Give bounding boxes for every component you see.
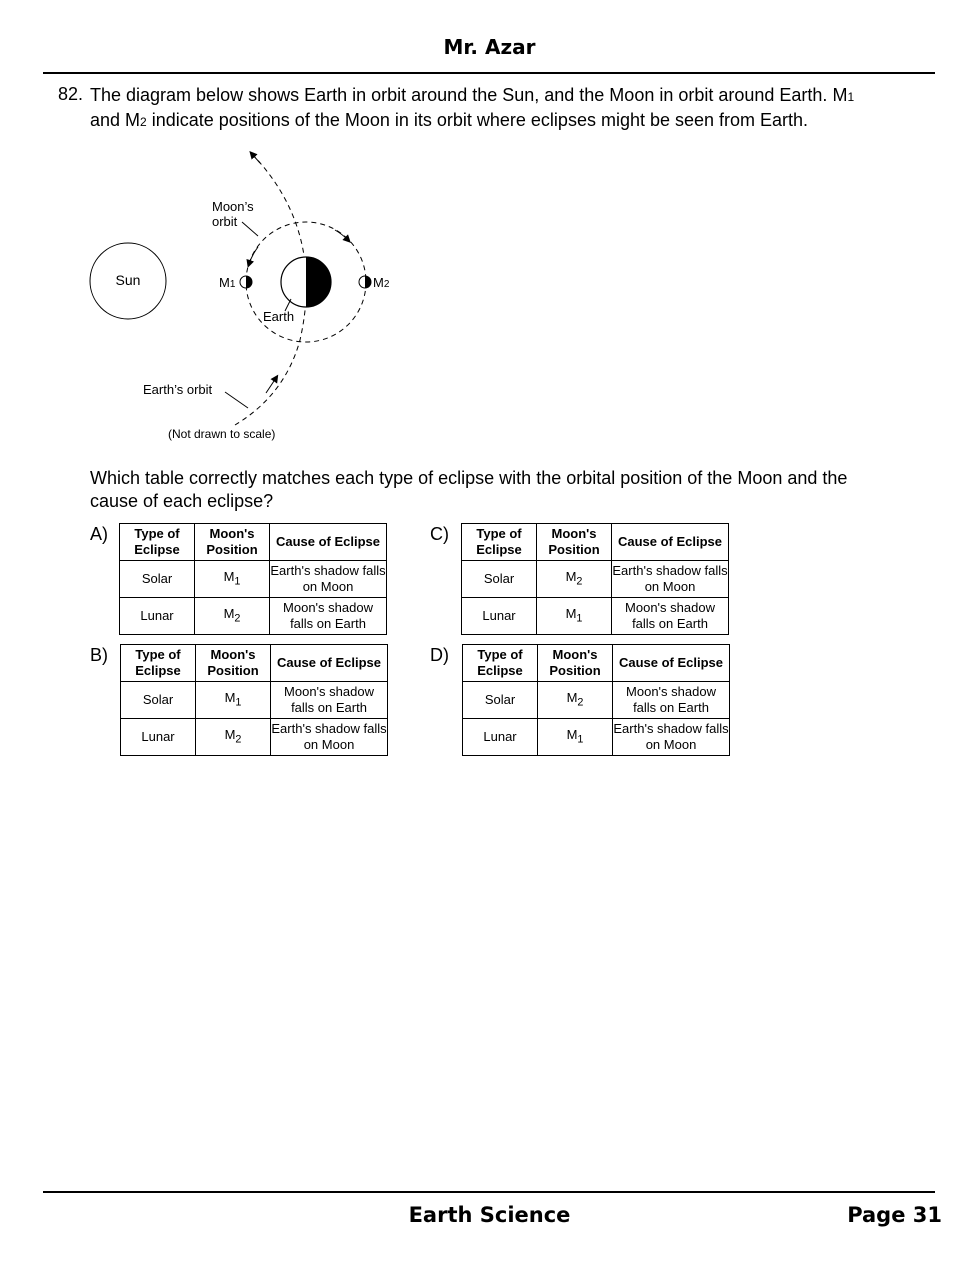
position-sub: 1 xyxy=(576,612,583,625)
earth-orbit-label: Earth’s orbit xyxy=(143,382,213,397)
stem-sub-1: 1 xyxy=(847,90,855,104)
table-row xyxy=(121,719,388,756)
table-row xyxy=(462,598,729,635)
position-sub: 2 xyxy=(576,575,583,588)
table-row xyxy=(120,598,387,635)
earth-orbit-arrow-top xyxy=(252,154,260,163)
cell-type: Lunar xyxy=(121,719,196,756)
m2-label xyxy=(373,275,390,290)
col-header-cause: Cause of Eclipse xyxy=(270,524,387,561)
cell-type: Solar xyxy=(463,682,538,719)
position-letter: M xyxy=(566,689,578,705)
choice-d-table xyxy=(462,644,730,756)
position-sub: 1 xyxy=(577,733,584,746)
choice-a-letter[interactable]: A) xyxy=(90,524,108,544)
footer-rule xyxy=(43,1191,935,1193)
choice-b-table xyxy=(120,644,388,756)
cell-type: Solar xyxy=(120,561,195,598)
table-row xyxy=(121,682,388,719)
cell-type: Lunar xyxy=(120,598,195,635)
m2-label-sub: 2 xyxy=(383,279,390,290)
page-header-title: Mr. Azar xyxy=(443,35,536,59)
col-header-type: Type of Eclipse xyxy=(463,645,538,682)
sun-label: Sun xyxy=(115,272,141,288)
position-letter: M xyxy=(565,605,577,621)
earth-shadow-half xyxy=(306,257,331,307)
cell-cause: Earth's shadow falls on Moon xyxy=(612,561,729,598)
cell-type: Solar xyxy=(462,561,537,598)
sub-question: Which table correctly matches each type of eclipse with the orbital position of the Moon and the cause of each eclipse? xyxy=(90,468,848,511)
table-row xyxy=(463,719,730,756)
col-header-type: Type of Eclipse xyxy=(120,524,195,561)
col-header-cause: Cause of Eclipse xyxy=(271,645,388,682)
col-header-position: Moon's Position xyxy=(537,524,612,561)
earth-orbit-arrow-bottom xyxy=(266,378,276,393)
footer-subject: Earth Science xyxy=(408,1203,571,1227)
choice-d-letter[interactable]: D) xyxy=(430,645,449,665)
table-row xyxy=(120,561,387,598)
moon-orbit-arrow-left xyxy=(249,247,258,264)
stem-sub-2: 2 xyxy=(140,114,147,129)
stem-text-2: and M xyxy=(90,109,141,130)
cell-cause: Moon's shadow falls on Earth xyxy=(271,682,388,719)
choice-b-letter[interactable]: B) xyxy=(90,645,108,665)
position-sub: 1 xyxy=(235,696,242,709)
position-sub: 2 xyxy=(234,612,241,625)
footer-page-number: Page 31 xyxy=(847,1203,942,1227)
choice-c-table xyxy=(461,523,729,635)
m2-moon-shadow xyxy=(365,276,371,288)
cell-position xyxy=(537,561,612,598)
m1-label xyxy=(219,275,236,290)
cell-cause: Earth's shadow falls on Moon xyxy=(270,561,387,598)
col-header-position: Moon's Position xyxy=(196,645,271,682)
col-header-type: Type of Eclipse xyxy=(121,645,196,682)
cell-cause: Moon's shadow falls on Earth xyxy=(612,598,729,635)
col-header-type: Type of Eclipse xyxy=(462,524,537,561)
position-sub: 2 xyxy=(235,733,242,746)
col-header-position: Moon's Position xyxy=(538,645,613,682)
cell-type: Lunar xyxy=(463,719,538,756)
position-letter: M xyxy=(566,726,578,742)
position-letter: M xyxy=(223,568,235,584)
scale-note: (Not drawn to scale) xyxy=(168,427,276,441)
moon-orbit-arrow-right xyxy=(335,230,348,240)
position-letter: M xyxy=(565,568,577,584)
cell-cause: Moon's shadow falls on Earth xyxy=(270,598,387,635)
m1-moon-shadow xyxy=(246,276,252,288)
cell-position xyxy=(195,598,270,635)
stem-text-3: indicate positions of the Moon in its orbit where eclipses might be seen from Earth. xyxy=(146,109,809,130)
moon-orbit-label-1: Moon’s xyxy=(212,199,254,214)
earth-orbit-leader xyxy=(225,392,248,408)
stem-text-1: The diagram below shows Earth in orbit around the Sun, and the Moon in orbit around Earth. M xyxy=(90,85,848,105)
earth-label: Earth xyxy=(263,309,295,324)
cell-type: Lunar xyxy=(462,598,537,635)
m2-label-letter: M xyxy=(373,275,384,290)
table-row xyxy=(462,561,729,598)
col-header-position: Moon's Position xyxy=(195,524,270,561)
cell-cause: Earth's shadow falls on Moon xyxy=(613,719,730,756)
col-header-cause: Cause of Eclipse xyxy=(613,645,730,682)
position-sub: 2 xyxy=(577,696,584,709)
eclipse-orbit-diagram xyxy=(80,150,420,450)
cell-position xyxy=(537,598,612,635)
choice-a-table xyxy=(119,523,387,635)
m1-label-letter: M xyxy=(219,275,230,290)
question-number: 82. xyxy=(58,84,84,104)
m1-label-sub: 1 xyxy=(229,279,236,290)
cell-type: Solar xyxy=(121,682,196,719)
table-row xyxy=(463,682,730,719)
moon-orbit-leader xyxy=(242,222,258,236)
cell-position xyxy=(538,682,613,719)
cell-position xyxy=(538,719,613,756)
header-rule xyxy=(43,72,935,74)
position-letter: M xyxy=(223,605,235,621)
cell-position xyxy=(196,682,271,719)
question-stem xyxy=(90,84,870,133)
position-letter: M xyxy=(224,726,236,742)
cell-cause: Moon's shadow falls on Earth xyxy=(613,682,730,719)
position-sub: 1 xyxy=(234,575,241,588)
col-header-cause: Cause of Eclipse xyxy=(612,524,729,561)
choice-c-letter[interactable]: C) xyxy=(430,524,449,544)
cell-position xyxy=(196,719,271,756)
moon-orbit-label-2: orbit xyxy=(212,214,238,229)
cell-cause: Earth's shadow falls on Moon xyxy=(271,719,388,756)
position-letter: M xyxy=(224,689,236,705)
cell-position xyxy=(195,561,270,598)
